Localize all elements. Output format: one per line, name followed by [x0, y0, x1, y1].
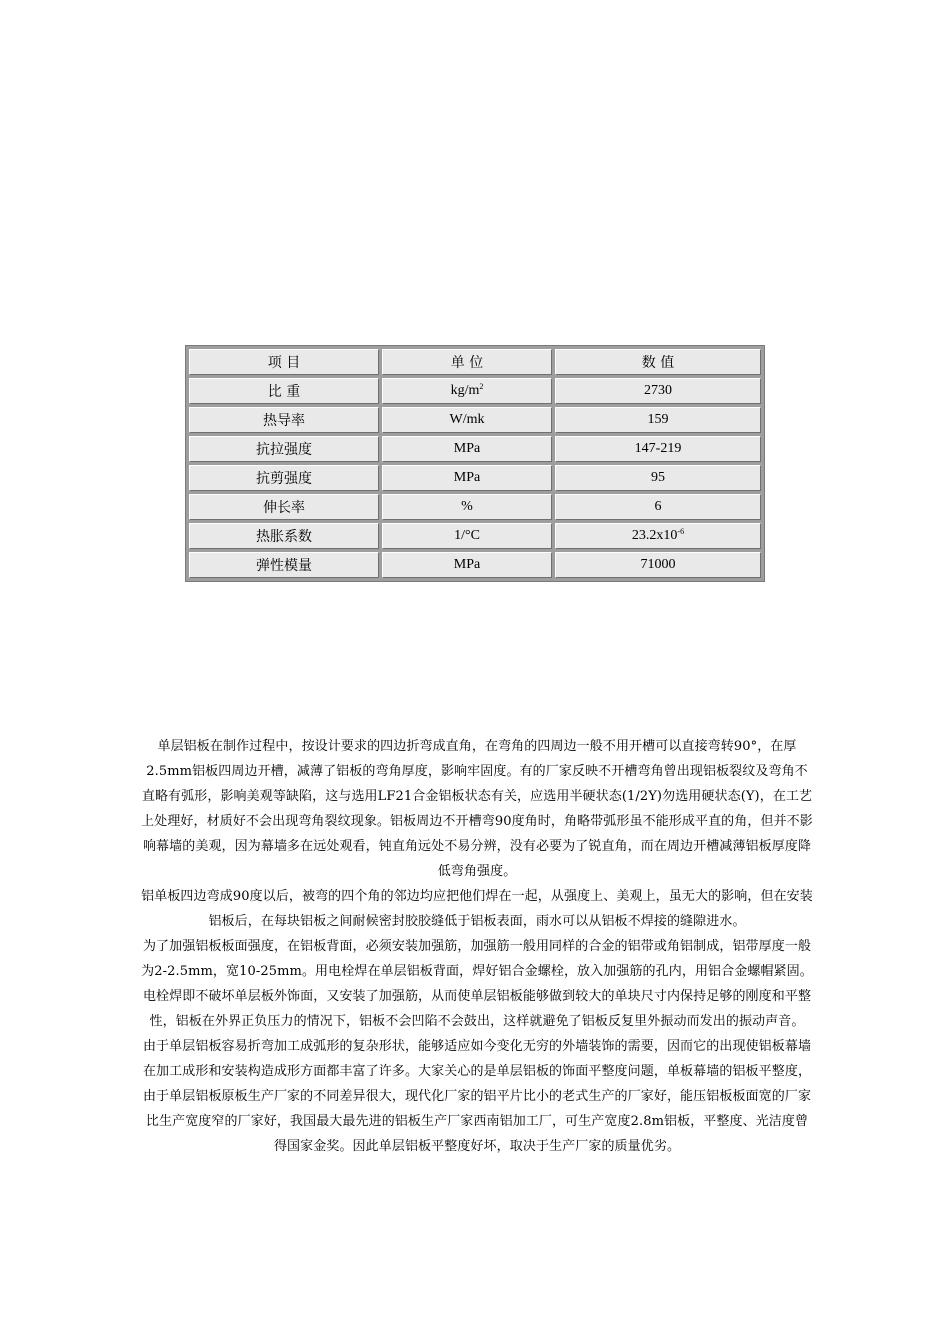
- row-value: 147-219: [555, 436, 761, 462]
- table-row: [189, 378, 761, 404]
- row-unit: $kg/m^2$: [382, 378, 552, 404]
- row-unit: MPa: [382, 465, 552, 491]
- header-value: 数 值: [555, 349, 761, 375]
- row-item: 伸长率: [189, 494, 379, 520]
- row-value: 6: [555, 494, 761, 520]
- paragraph-reinforcement: 为了加强铝板板面强度，在铝板背面，必须安装加强筋，加强筋一般用同样的合金的铝带或角铝制成，铝带厚度一般为2-2.5mm，宽10-25mm。用电栓焊在单层铝板背面，焊好铝合金螺栓，放入加强筋的孔内，用铝合金螺帽紧固。电栓焊即不破坏单层板外饰面，又安装了加强筋，从而使单层铝板能够做到较大的单块尺寸内保持足够的刚度和平整性，铝板在外界正负压力的情况下，铝板不会凹陷不会鼓出，这样就避免了铝板反复里外振动而发出的振动声音。: [141, 939, 813, 1029]
- row-item: 抗剪强度: [189, 465, 379, 491]
- properties-table: [185, 345, 765, 582]
- table-row: [189, 523, 761, 549]
- table-row: [189, 465, 761, 491]
- table-header-row: [189, 349, 761, 375]
- row-item: 弹性模量: [189, 552, 379, 578]
- row-unit: %: [382, 494, 552, 520]
- row-item: 热导率: [189, 407, 379, 433]
- row-value: $23.2x10^{-6}$: [555, 523, 761, 549]
- article-body: [140, 734, 814, 1159]
- paragraph-bending: 单层铝板在制作过程中，按设计要求的四边折弯成直角，在弯角的四周边一般不用开槽可以直接弯转90°，在厚2.5mm铝板四周边开槽，减薄了铝板的弯角厚度，影响牢固度。有的厂家反映不开槽弯角曾出现铝板裂纹及弯角不直略有弧形，影响美观等缺陷，这与选用LF21合金铝板状态有关，应选用半硬状态(1/2Y)勿选用硬状态(Y)，在工艺上处理好，材质好不会出现弯角裂纹现象。铝板周边不开槽弯90度角时，角略带弧形虽不能形成平直的角，但并不影响幕墙的美观，因为幕墙多在远处观看，钝直角远处不易分辨，没有必要为了锐直角，而在周边开槽减薄铝板厚度降低弯角强度。: [141, 739, 813, 879]
- header-item: 项 目: [189, 349, 379, 375]
- table-row: [189, 552, 761, 578]
- row-unit: 1/°C: [382, 523, 552, 549]
- row-item: 抗拉强度: [189, 436, 379, 462]
- paragraph-welding: 铝单板四边弯成90度以后，被弯的四个角的邻边均应把他们焊在一起，从强度上、美观上，虽无大的影响，但在安装铝板后，在每块铝板之间耐候密封胶胶缝低于铝板表面，雨水可以从铝板不焊接的缝隙进水。: [141, 889, 813, 929]
- row-unit: MPa: [382, 552, 552, 578]
- row-item: 热胀系数: [189, 523, 379, 549]
- row-unit: W/mk: [382, 407, 552, 433]
- row-item: 比 重: [189, 378, 379, 404]
- row-value: 2730: [555, 378, 761, 404]
- table-row: [189, 436, 761, 462]
- paragraph-flatness: 由于单层铝板容易折弯加工成弧形的复杂形状，能够适应如今变化无穷的外墙装饰的需要，因而它的出现使铝板幕墙在加工成形和安装构造成形方面都丰富了许多。大家关心的是单层铝板的饰面平整度问题，单板幕墙的铝板平整度，由于单层铝板原板生产厂家的不同差异很大，现代化厂家的铝平片比小的老式生产的厂家好，能压铝板板面宽的厂家比生产宽度窄的厂家好，我国最大最先进的铝板生产厂家西南铝加工厂，可生产宽度2.8m铝板，平整度、光洁度曾得国家金奖。因此单层铝板平整度好坏，取决于生产厂家的质量优劣。: [142, 1039, 812, 1154]
- row-value: 159: [555, 407, 761, 433]
- table-row: [189, 494, 761, 520]
- header-unit: 单 位: [382, 349, 552, 375]
- row-value: 95: [555, 465, 761, 491]
- row-unit: MPa: [382, 436, 552, 462]
- unit-superscript: 2: [479, 382, 484, 391]
- value-superscript: -6: [677, 527, 685, 536]
- table-row: [189, 407, 761, 433]
- row-value: 71000: [555, 552, 761, 578]
